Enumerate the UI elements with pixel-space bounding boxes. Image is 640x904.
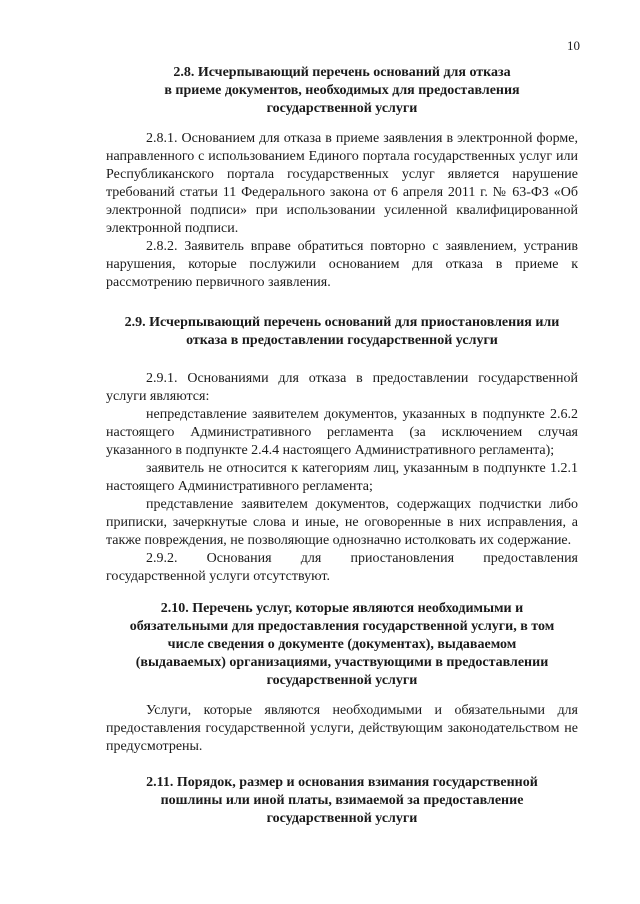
paragraph: 2.9.1. Основаниями для отказа в предоставлении государственной услуги являются: <box>106 371 578 404</box>
heading-line: государственной услуги <box>266 673 418 688</box>
heading-line: 2.10. Перечень услуг, которые являются необходимыми и <box>160 601 524 616</box>
paragraph: 2.8.2. Заявитель вправе обратиться повторно с заявлением, устранив нарушения, которые послужили основанием для отказа в приеме к рассмотрению первичного заявления. <box>106 239 578 290</box>
heading-line: пошлины или иной платы, взимаемой за предоставление <box>160 793 524 808</box>
section-heading <box>106 774 578 828</box>
heading-line: (выдаваемых) организациями, участвующими в предоставлении <box>135 655 549 670</box>
heading-line: 2.11. Порядок, размер и основания взимания государственной <box>146 775 538 790</box>
heading-line: отказа в предоставлении государственной услуги <box>186 333 498 348</box>
heading-line: государственной услуги <box>266 811 418 826</box>
paragraph: представление заявителем документов, содержащих подчистки либо приписки, зачеркнутые слова и иные, не оговоренные в них исправления, а также повреждения, не позволяющие однозначно истолковать их содержание. <box>106 497 578 548</box>
section-2-10 <box>106 600 578 756</box>
heading-line: числе сведения о документе (документах), выдаваемом <box>167 637 517 652</box>
heading-line: 2.8. Исчерпывающий перечень оснований для отказа <box>173 65 511 80</box>
section-2-11 <box>106 774 578 828</box>
heading-line: обязательными для предоставления государственной услуги, в том <box>129 619 555 634</box>
paragraph: заявитель не относится к категориям лиц, указанным в подпункте 1.2.1 настоящего Административного регламента; <box>106 461 578 494</box>
section-2-9 <box>106 314 578 586</box>
section-heading <box>106 64 578 118</box>
paragraph: Услуги, которые являются необходимыми и обязательными для предоставления государственной услуги, действующим законодательством не предусмотрены. <box>106 703 578 754</box>
section-2-8 <box>106 64 578 292</box>
heading-line: 2.9. Исчерпывающий перечень оснований для приостановления или <box>124 315 560 330</box>
paragraph: 2.9.2. Основания для приостановления предоставления государственной услуги отсутствуют. <box>106 551 578 584</box>
document-body <box>106 64 578 828</box>
paragraph: непредставление заявителем документов, указанных в подпункте 2.6.2 настоящего Административного регламента (за исключением случая указанного в подпункте 2.4.4 настоящего Административного регламента); <box>106 407 578 458</box>
section-heading <box>106 314 578 350</box>
paragraph: 2.8.1. Основанием для отказа в приеме заявления в электронной форме, направленного с использованием Единого портала государственных услуг или Республиканского портала государственных услуг является нарушение требований статьи 11 Федерального закона от 6 апреля 2011 г. № 63-ФЗ «Об электронной подписи» при использовании усиленной квалифицированной электронной подписи. <box>106 131 578 236</box>
heading-line: государственной услуги <box>266 101 418 116</box>
page-number: 10 <box>567 38 580 53</box>
section-heading <box>106 600 578 690</box>
heading-line: в приеме документов, необходимых для предоставления <box>164 83 520 98</box>
